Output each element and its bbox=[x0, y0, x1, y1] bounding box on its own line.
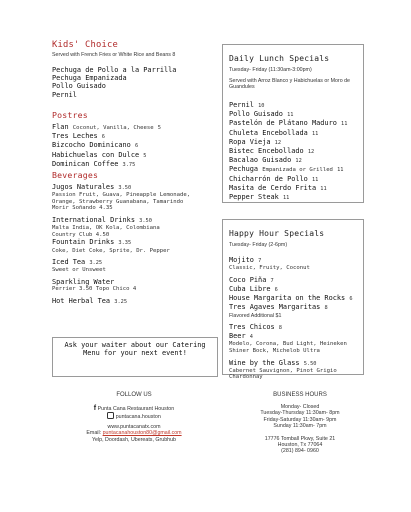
lunch-title: Daily Lunch Specials bbox=[229, 54, 330, 63]
happy-flavored: Flavored Additional $1 bbox=[229, 312, 282, 319]
kids-list bbox=[52, 66, 176, 99]
postres-title: Postres bbox=[52, 110, 88, 120]
lunch-item: Chuleta Encebollada 11 bbox=[229, 128, 319, 137]
website-link[interactable]: www.puntacanatx.com bbox=[107, 423, 161, 430]
business-block bbox=[235, 404, 365, 455]
bev-intl-desc: Malta India, OK Kola, Colombiana bbox=[52, 225, 160, 232]
happy-hours: Tuesday- Friday (2-6pm) bbox=[229, 242, 288, 248]
postres-item: Tres Leches 6 bbox=[52, 132, 105, 141]
postres-item: Bizcocho Dominicano 6 bbox=[52, 141, 139, 150]
lunch-list bbox=[229, 101, 347, 202]
postres-item: Dominican Coffee 3.75 bbox=[52, 159, 136, 168]
postres-item: Flan Coconut, Vanilla, Cheese 5 bbox=[52, 123, 161, 131]
happy-chicos: Tres Chicos 8 bbox=[229, 323, 282, 332]
catering-text: Ask your waiter about our Catering Menu for your next event! bbox=[64, 341, 206, 358]
instagram-icon bbox=[107, 412, 114, 419]
phone-line: (281) 894- 0960 bbox=[281, 448, 319, 455]
lunch-item: Pechuga Empanizada or Grilled 11 bbox=[229, 165, 344, 174]
postres-list bbox=[52, 123, 161, 169]
happy-list bbox=[229, 256, 363, 381]
lunch-item: Pepper Steak 11 bbox=[229, 193, 290, 202]
happy-wine-desc: Cabernet Sauvignon, Pinot Grigio Chardonnay bbox=[229, 367, 337, 381]
facebook-icon: f bbox=[93, 405, 97, 412]
bev-jugos-extra: Morir Soñando 4.35 bbox=[52, 205, 113, 212]
hours-line: Tuesday-Thursday 11:30am- 8pm bbox=[260, 410, 340, 417]
happy-item: Tres Agaves Margaritas 8 bbox=[229, 303, 328, 312]
happy-item: Cuba Libre 6 bbox=[229, 285, 278, 293]
happy-wine: Wine by the Glass 5.50 bbox=[229, 358, 317, 367]
lunch-item: Pastelón de Plátano Maduro 11 bbox=[229, 119, 348, 128]
hours-line: Friday-Saturday 11:30am- 9pm bbox=[263, 416, 337, 423]
bev-herbal: Hot Herbal Tea 3.25 bbox=[52, 296, 128, 305]
lunch-item: Ropa Vieja 12 bbox=[229, 137, 282, 146]
happy-item: Coco Piña 7 bbox=[229, 275, 274, 284]
bev-jugos: Jugos Naturales 3.50 bbox=[52, 183, 132, 191]
beverages-title: Beverages bbox=[52, 170, 99, 180]
happy-mojito: Mojito 7 bbox=[229, 256, 262, 264]
kids-item: Pechuga Empanizada bbox=[52, 74, 127, 83]
lunch-served: Served with Arroz Blanco y Habichuelas or Moro de Guandules bbox=[229, 78, 351, 91]
lunch-box bbox=[222, 44, 364, 203]
facebook-link[interactable]: f Punta Cana Restaurant Houston bbox=[93, 405, 175, 412]
bev-jugos-desc: Passion Fruit, Guava, Pineapple Lemonade, Orange, Strawberry Guanabana, Tamarindo bbox=[52, 192, 191, 205]
lunch-item: Pernil 10 bbox=[229, 101, 265, 109]
kids-item: Pechuga de Pollo a la Parrilla bbox=[52, 66, 177, 74]
catering-box bbox=[52, 337, 218, 377]
beverages-list bbox=[52, 183, 222, 306]
lunch-item: Masita de Cerdo Frita 11 bbox=[229, 183, 327, 192]
bev-fountain: Fountain Drinks 3.35 bbox=[52, 238, 132, 247]
kids-subtitle: Served with French Fries or White Rice and Beans 8 bbox=[52, 52, 176, 58]
lunch-item: Chicharrón de Pollo 11 bbox=[229, 174, 319, 183]
happy-title: Happy Hour Specials bbox=[229, 229, 325, 238]
bev-sparkling: Sparkling Water bbox=[52, 277, 115, 286]
happy-mojito-desc: Classic, Fruity, Coconut bbox=[229, 265, 310, 272]
bev-sparkling-desc: Perrier 3.50 Topo Chico 4 bbox=[52, 286, 137, 293]
bev-intl: International Drinks 3.50 bbox=[52, 215, 152, 224]
kids-item: Pollo Guisado bbox=[52, 82, 106, 91]
address-line: Houston, Tx 77064 bbox=[277, 442, 323, 449]
lunch-item: Bacalao Guisado 12 bbox=[229, 156, 302, 165]
follow-block bbox=[52, 406, 216, 443]
kids-title: Kids' Choice bbox=[52, 40, 118, 50]
hours-line: Monday- Closed bbox=[280, 404, 320, 410]
kids-item: Pernil bbox=[52, 90, 77, 99]
bev-intl-extra: Country Club 4.50 bbox=[52, 231, 110, 238]
email-row: Email: puntacanahouston80@gmail.com bbox=[86, 430, 182, 437]
bev-fountain-desc: Coke, Diet Coke, Sprite, Dr. Pepper bbox=[52, 247, 170, 254]
happy-beer-desc: Modelo, Corona, Bud Light, Heineken Shiner Bock, Michelob Ultra bbox=[229, 341, 347, 355]
lunch-item: Bistec Encebollado 12 bbox=[229, 147, 315, 156]
instagram-link[interactable]: puntacana.houston bbox=[52, 412, 216, 420]
bev-iced: Iced Tea 3.25 bbox=[52, 258, 103, 267]
bev-iced-desc: Sweet or Unsweet bbox=[52, 267, 106, 274]
delivery-text: Yelp, Doordash, Ubereats, Grubhub bbox=[91, 436, 177, 443]
business-title: BUSINESS HOURS bbox=[273, 392, 327, 398]
happy-item: House Margarita on the Rocks 6 bbox=[229, 294, 353, 303]
follow-title: FOLLOW US bbox=[116, 392, 152, 398]
happy-beer: Beer 4 bbox=[229, 332, 253, 341]
lunch-item: Pollo Guisado 11 bbox=[229, 110, 294, 119]
hours-line: Sunday 11:30am- 7pm bbox=[273, 423, 327, 430]
email-link[interactable]: puntacanahouston80@gmail.com bbox=[102, 430, 182, 437]
lunch-hours: Tuesday- Friday (11:30am-3:00pm) bbox=[229, 67, 312, 73]
happy-box bbox=[222, 219, 364, 381]
postres-item: Habichuelas con Dulce 5 bbox=[52, 150, 147, 159]
address-line: 17776 Tomball Pkwy, Suite 21 bbox=[264, 435, 336, 442]
